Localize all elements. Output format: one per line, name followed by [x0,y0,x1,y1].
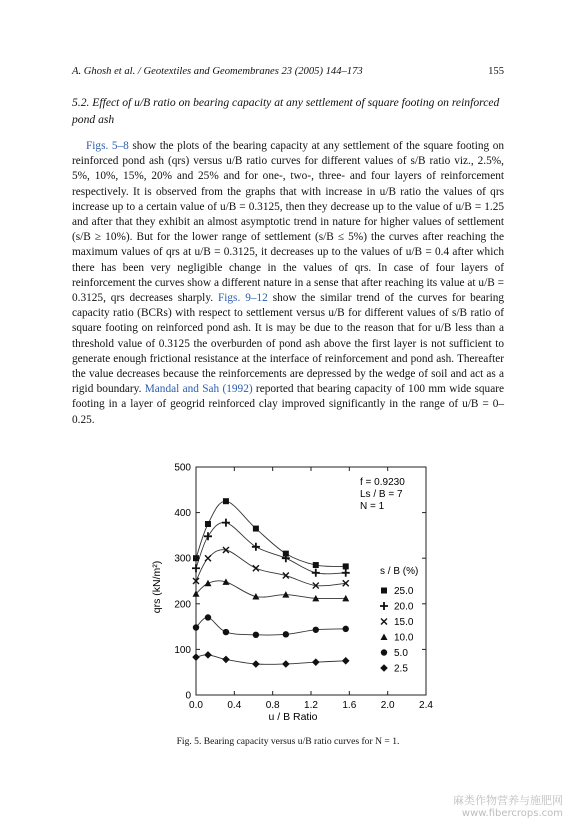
running-header [72,66,504,77]
data-point-25.0 [343,563,349,569]
data-point-25.0 [193,555,199,561]
x-tick-label: 0.8 [265,700,280,711]
figure-caption: Fig. 5. Bearing capacity versus u/B ratio curves for N = 1. [176,736,400,747]
data-point-20.0 [312,569,320,577]
data-point-5.0 [253,632,259,638]
y-tick-label: 300 [174,553,191,565]
chart-curves [196,501,346,664]
data-point-20.0 [252,543,260,551]
data-point-10.0 [204,580,211,587]
data-point-2.5 [192,653,200,661]
data-point-25.0 [223,498,229,504]
x-axis-label: u / B Ratio [268,711,318,723]
legend-label: 2.5 [394,663,408,675]
series-curve-15.0 [196,550,346,586]
data-point-5.0 [223,629,229,635]
running-title: A. Ghosh et al. / Geotextiles and Geomembranes 23 (2005) 144–173 [72,66,363,77]
mandal-sah-citation-link[interactable]: Mandal and Sah (1992) [144,383,253,396]
legend-marker-20.0 [380,602,388,610]
y-tick-label: 400 [174,508,191,520]
figure-5 [140,455,440,730]
data-point-2.5 [222,656,230,664]
data-point-2.5 [342,657,350,665]
body-paragraph [72,139,504,428]
x-tick-label: 1.6 [342,700,357,711]
plot-frame [196,467,426,695]
y-tick-label: 0 [185,690,191,702]
legend-label: 25.0 [394,586,414,597]
series-curve-5.0 [196,617,346,635]
watermark-line-2: www.fibercrops.com [461,808,563,819]
paragraph-text-2: show the similar trend of the curves for bearing capacity ratio (BCRs) with respect to settlement versus u/B for different values of s/B ratio of square footing on reinforced pond ash. It is may be due to the reason that for u/B less than a threshold value of 0.3125 the overburden of pond ash above the first layer is not sufficient to generate enough frictional resistance at the interface of reinforcement and pond ash. Thereafter the value decreases because the reinforcements are depressed by the wedge of soil and act as a rigid boundary. [72,292,504,396]
data-point-15.0 [253,565,259,571]
y-tick-label: 200 [174,599,191,611]
data-point-5.0 [205,614,211,620]
data-point-2.5 [252,660,260,668]
data-point-25.0 [253,526,259,532]
paragraph-text-1: show the plots of the bearing capacity at any settlement of the square footing on reinforced pond ash (qrs) versus u/B ratio curves for different values of s/B ratio viz., 2.5%, 5%, 10%, 15%, 20% and 25% and for one-, two-, three- and four layers of reinforcement respectively. It is observed from the graphs that with increase in u/B ratio the values of qrs increase up to a certain value of u/B = 0.3125, then they decrease up to the value of u/B = 1.25 and after that they exhibit an almost asymptotic trend in nature for higher values of settlement (s/B ≥ 10%). But for the lower range of settlement (s/B ≤ 5%) the curves after reaching the maximum values of qrs at u/B = 0.3125, it decreases up to the values of u/B = 0.4 after which there has been very negligible change in the values of qrs. In case of four layers of reinforcement the curves show a different nature in a sense that after reaching its value at u/B = 0.3125, qrs decreases sharply. [72,140,504,305]
bearing-capacity-chart [140,455,440,730]
legend-label: 10.0 [394,632,414,644]
figs-5-8-link[interactable]: Figs. 5–8 [86,140,129,152]
y-tick-label: 100 [174,644,191,656]
data-point-15.0 [283,573,289,579]
legend-marker-15.0 [381,619,387,625]
chart-annotation: N = 1 [360,501,385,512]
x-tick-label: 0.4 [227,700,242,711]
chart-markers [192,498,350,668]
figs-9-12-link[interactable]: Figs. 9–12 [217,292,268,305]
data-point-5.0 [313,627,319,633]
x-tick-label: 2.4 [419,700,433,711]
data-point-2.5 [204,651,212,659]
x-tick-label: 1.2 [304,700,318,711]
watermark-line-1: 麻类作物营养与施肥网 [453,794,563,807]
section-title: 5.2. Effect of u/B ratio on bearing capacity at any settlement of square footing on reinforced pond ash [72,96,500,126]
chart-labels [151,463,433,724]
chart-annotation: f = 0.9230 [360,477,405,488]
data-point-20.0 [342,569,350,577]
data-point-20.0 [192,564,200,572]
data-point-25.0 [205,521,211,527]
legend-label: 15.0 [394,617,414,628]
chart-annotation: Ls / B = 7 [360,489,403,500]
data-point-2.5 [312,658,320,666]
page-number: 155 [488,66,504,77]
chart-axes [196,467,426,695]
watermark [453,794,563,820]
legend-label: 20.0 [394,601,414,613]
series-curve-2.5 [196,655,346,665]
x-tick-label: 2.0 [380,700,395,711]
legend-marker-25.0 [381,588,387,594]
data-point-20.0 [204,532,212,540]
series-curve-25.0 [196,501,346,566]
series-curve-10.0 [196,581,346,599]
data-point-5.0 [193,624,199,630]
legend-title: s / B (%) [380,566,419,577]
legend-marker-5.0 [381,649,387,655]
data-point-20.0 [222,519,230,527]
data-point-15.0 [205,555,211,561]
legend-marker-10.0 [381,634,388,641]
y-tick-label: 500 [174,462,191,474]
data-point-2.5 [282,660,290,668]
x-tick-label: 0.0 [189,700,203,711]
data-point-5.0 [343,626,349,632]
legend-label: 5.0 [394,648,408,659]
y-axis-label: qrs (kN/m²) [151,560,163,614]
data-point-5.0 [283,631,289,637]
paragraph-text-3: reported that bearing capacity of 100 mm wide square footing in a layer of geogrid reinforced clay improved significantly in the range of u/B = 0–0.25. [72,383,504,426]
legend-marker-2.5 [380,664,388,672]
data-point-25.0 [313,562,319,568]
